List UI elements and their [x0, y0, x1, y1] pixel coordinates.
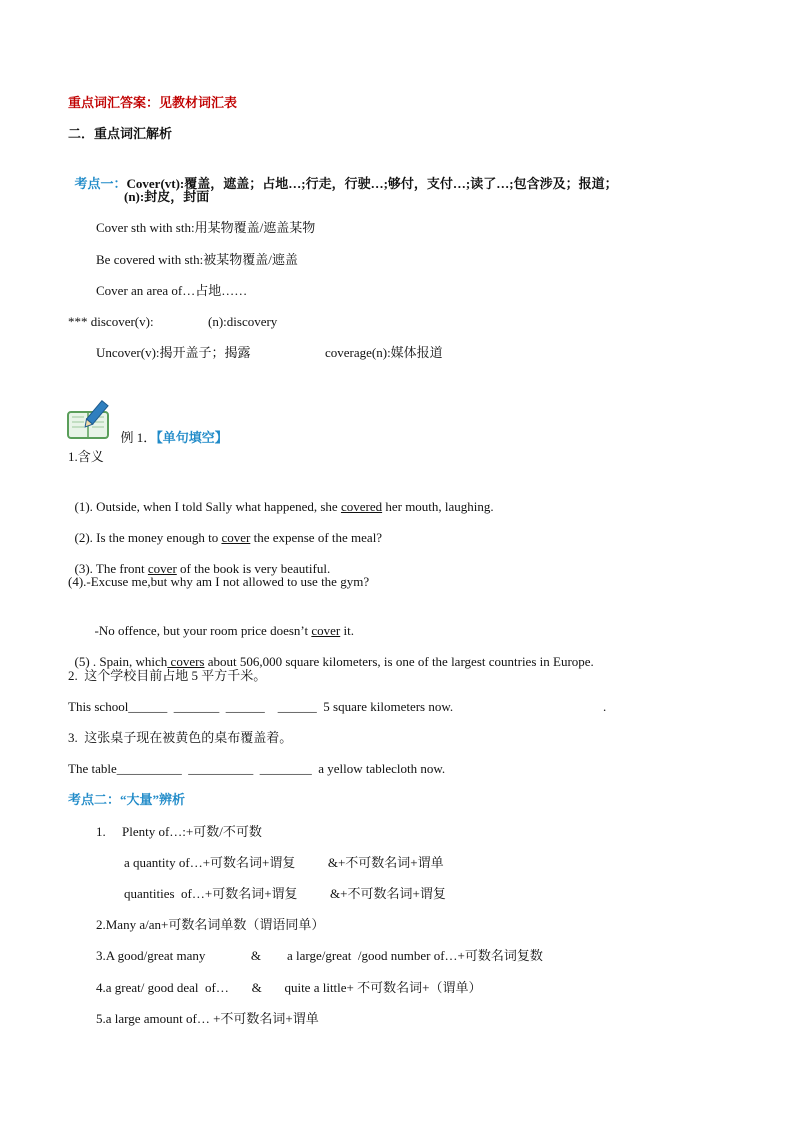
question-3-chinese: 3. 这张桌子现在被黄色的桌布覆盖着。: [68, 730, 293, 745]
answer-heading: 重点词汇答案：见教材词汇表: [68, 95, 238, 110]
example-heading: [114, 411, 228, 447]
sentence-4b-post: it.: [340, 623, 354, 638]
point1-label: 考点一：: [74, 176, 127, 191]
related-uncover: Uncover(v):揭开盖子；揭露: [96, 345, 251, 360]
sentence-1-answer: covered: [340, 499, 383, 514]
question-2-chinese: 2. 这个学校目前占地 5 平方千米。: [68, 668, 267, 683]
example-type: 【单句填空】: [156, 430, 228, 445]
sentence-3-answer: cover: [147, 561, 177, 576]
question-3-english: The table__________ __________ ________ a yellow tablecloth now.: [68, 761, 446, 776]
point2-item-4: 4.a great/ good deal of… & quite a little+ 不可数名词+（谓单）: [96, 980, 482, 995]
sentence-5-post: about 506,000 square kilometers, is one of the largest countries in Europe.: [204, 654, 594, 669]
usage-line-2: Be covered with sth:被某物覆盖/遮盖: [96, 252, 298, 267]
sentence-5-pre: (5) . Spain, which: [74, 654, 168, 669]
point2-item-1b: quantities of…+可数名词+谓复 &+不可数名词+谓复: [124, 886, 446, 901]
point2-item-2: 2.Many a/an+可数名词单数（谓语同单）: [96, 917, 325, 932]
sentence-4b-answer: cover: [311, 623, 341, 638]
section-title: 二．重点词汇解析: [68, 126, 173, 141]
meaning-subheading: 1.含义: [68, 449, 104, 464]
related-discovery: (n):discovery: [208, 314, 278, 329]
point2-title: 考点二：“大量”辨析: [68, 792, 186, 807]
book-pencil-icon: [66, 400, 114, 440]
sentence-2-post: the expense of the meal?: [250, 530, 383, 545]
sentence-1-post: her mouth, laughing.: [382, 499, 494, 514]
sentence-4a: (4).-Excuse me,but why am I not allowed to use the gym?: [68, 574, 370, 589]
usage-line-1: Cover sth with sth:用某物覆盖/遮盖某物: [96, 220, 316, 235]
question-2-dot: .: [603, 699, 607, 714]
sentence-4b-pre: -No offence, but your room price doesn’t: [94, 623, 312, 638]
point2-item-1: 1. Plenty of…:+可数/不可数: [96, 824, 262, 839]
point2-item-5: 5.a large amount of… +不可数名词+谓单: [96, 1011, 319, 1026]
question-2-english: This school______ _______ ______ ______ 5 square kilometers now.: [68, 699, 454, 714]
related-discover: *** discover(v):: [68, 314, 154, 329]
point2-item-3: 3.A good/great many & a large/great /good number of…+可数名词复数: [96, 948, 543, 963]
point1-word: Cover(vt):: [126, 176, 185, 191]
point2-item-1a: a quantity of…+可数名词+谓复 &+不可数名词+谓单: [124, 855, 444, 870]
sentence-5-answer: covers: [167, 654, 205, 669]
example-label: 例 1．: [120, 430, 157, 445]
sentence-2-answer: cover: [221, 530, 251, 545]
point1-noun: (n):封皮，封面: [124, 189, 210, 204]
usage-line-3: Cover an area of…占地……: [96, 283, 248, 298]
point1-meanings: 覆盖，遮盖；占地…;行走，行驶…;够付，支付…;读了…;包含涉及；报道；: [184, 176, 618, 191]
sentence-1-pre: (1). Outside, when I told Sally what happened, she: [74, 499, 341, 514]
sentence-3-pre: (3). The front: [74, 561, 148, 576]
sentence-2-pre: (2). Is the money enough to: [74, 530, 222, 545]
sentence-5: [68, 635, 594, 671]
related-coverage: coverage(n):媒体报道: [325, 345, 443, 360]
sentence-3-post: of the book is very beautiful.: [176, 561, 331, 576]
